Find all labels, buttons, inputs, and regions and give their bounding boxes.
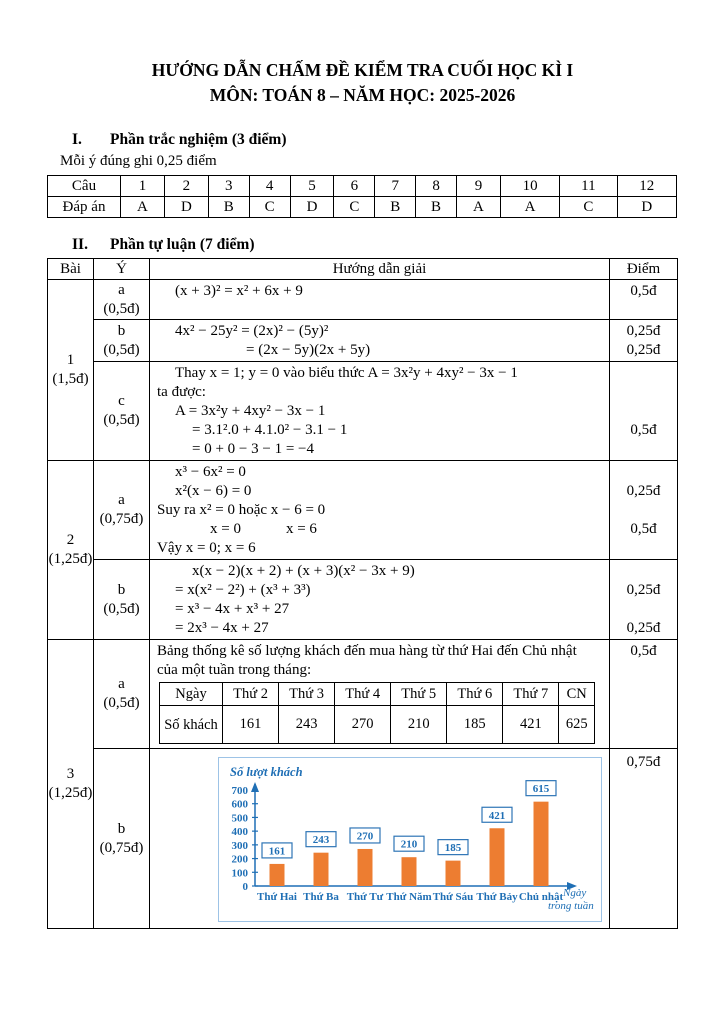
bar-value-label: 243 [312,834,330,847]
part-letter: a [118,492,125,508]
chart-bar [314,853,329,886]
table-row [48,749,678,929]
score: 0,5đ [630,422,657,438]
section1-title: Phần trắc nghiệm (3 điểm) [110,131,287,148]
table-row [48,280,678,320]
stats-table [159,682,595,744]
table-row [48,560,678,640]
stats-value-cell: 210 [391,706,447,744]
stats-header-cell: CN [559,683,595,706]
bar-chart [218,757,602,922]
mc-question: 6 [334,176,375,197]
problem-number-cell [48,640,94,929]
stats-intro-line: Bảng thống kê số lượng khách đến mua hàng từ thứ Hai đến Chủ nhật [157,643,577,659]
score-cell [610,749,678,929]
stats-header-cell: Thứ 3 [279,683,335,706]
score: 0,25đ [626,620,661,636]
y-tick-label: 600 [231,798,248,811]
mc-answer: B [375,197,416,218]
header-diem: Điểm [610,259,678,280]
part-letter: a [118,676,125,692]
mc-row-label-dapan: Đáp án [48,197,121,218]
solution-line: Thay x = 1; y = 0 vào biểu thức A = 3x²y + 4xy² − 3x − 1 [175,365,518,381]
x-category-label: Chủ nhật [518,891,564,903]
part-cell [94,280,150,320]
mc-answer-row [48,197,677,218]
solution-line: x(x − 2)(x + 2) + (x + 3)(x² − 3x + 9) [192,563,415,579]
part-score: (0,5đ) [103,341,140,358]
problem-number: 2 [66,532,75,548]
mc-question: 3 [208,176,249,197]
mc-answer: A [500,197,559,218]
solution-line: (x + 3)² = x² + 6x + 9 [175,283,303,299]
solution-cell [150,320,610,362]
mc-answer: A [121,197,165,218]
bar-value-label: 421 [488,809,506,822]
part-score: (0,75đ) [99,511,144,527]
part-cell [94,749,150,929]
solution-line: = (2x − 5y)(2x + 5y) [246,342,371,358]
part-cell [94,320,150,362]
y-tick-label: 400 [231,826,248,839]
score-cell [610,362,678,461]
mc-question: 11 [560,176,617,197]
stats-header-cell: Thứ 7 [503,683,559,706]
mc-question: 10 [500,176,559,197]
mc-row-label-cau: Câu [48,176,121,197]
header-bai: Bài [48,259,94,280]
stats-value-cell: 243 [279,706,335,744]
x-category-label: Thứ Tư [346,891,384,903]
table-row [48,640,678,749]
y-tick-label: 300 [231,839,248,852]
chart-bar [402,857,417,886]
chart-x-title: Ngày [563,887,587,899]
solution-table [47,258,678,929]
bar-chart-canvas [219,758,601,919]
solution-line: ta được: [157,384,206,400]
score: 0,5đ [630,643,657,659]
problem-number-cell [48,280,94,461]
mc-answer: D [164,197,208,218]
problem-total: (1,25đ) [48,551,93,567]
part-letter: b [117,322,126,339]
solution-header-row [48,259,678,280]
x-category-label: Thứ Sáu [432,891,474,903]
solution-line: Suy ra x² = 0 hoặc x − 6 = 0 [157,502,326,518]
solution-line: x = 0 x = 6 [210,521,317,537]
stats-value-cell: 421 [503,706,559,744]
solution-cell [150,560,610,640]
stats-value-cell: 185 [447,706,503,744]
chart-y-title: Số lượt khách [230,765,303,779]
part-cell [94,560,150,640]
bar-value-label: 185 [444,842,462,855]
mc-question: 4 [249,176,290,197]
x-category-label: Thứ Bảy [476,891,518,903]
chart-bar [490,828,505,886]
score: 0,25đ [626,483,661,499]
y-tick-label: 100 [231,867,248,880]
stats-row-label: Số khách [160,706,223,744]
chart-bar [270,864,285,886]
problem-total: (1,25đ) [48,785,93,801]
section1-heading [47,130,678,150]
score: 0,25đ [626,342,661,358]
stats-header-cell: Thứ 6 [447,683,503,706]
part-score: (0,5đ) [103,300,140,317]
problem-number: 3 [66,766,75,782]
part-score: (0,75đ) [99,839,144,856]
mc-answer: C [560,197,617,218]
page-subtitle: MÔN: TOÁN 8 – NĂM HỌC: 2025-2026 [209,85,516,105]
part-score: (0,5đ) [103,600,140,617]
stats-value-cell: 270 [335,706,391,744]
x-category-label: Thứ Năm [386,891,432,903]
part-cell [94,362,150,461]
mc-question: 5 [290,176,334,197]
problem-number-cell [48,461,94,640]
chart-bar [446,861,461,886]
solution-line: A = 3x²y + 4xy² − 3x − 1 [175,403,326,419]
mc-answer-table [47,175,677,218]
score: 0,5đ [630,283,657,299]
solution-cell [150,461,610,560]
solution-cell [150,280,610,320]
part-letter: b [117,820,126,837]
part-score: (0,5đ) [103,412,140,428]
score: 0,5đ [630,521,657,537]
page-title: HƯỚNG DẪN CHẤM ĐỀ KIỂM TRA CUỐI HỌC KÌ I [151,60,574,80]
problem-total: (1,5đ) [52,371,89,387]
mc-answer: D [290,197,334,218]
score: 0,25đ [626,582,661,598]
score-cell [610,320,678,362]
stats-header-day: Ngày [160,683,223,706]
stats-intro-line: của một tuần trong tháng: [157,662,312,678]
bar-value-label: 210 [400,838,418,851]
mc-question: 9 [456,176,500,197]
solution-cell [150,749,610,929]
table-row [48,362,678,461]
mc-question-row [48,176,677,197]
mc-answer: B [208,197,249,218]
mc-answer: B [416,197,457,218]
stats-value-cell: 161 [223,706,279,744]
solution-line: = x³ − 4x + x³ + 27 [175,601,290,617]
solution-cell [150,362,610,461]
y-tick-label: 700 [231,785,248,797]
mc-answer: C [249,197,290,218]
score-cell [610,640,678,749]
score-cell [610,461,678,560]
solution-line: x³ − 6x² = 0 [175,464,246,480]
mc-question: 1 [121,176,165,197]
table-row [48,320,678,362]
score: 0,75đ [626,754,661,770]
section2-heading [47,235,678,255]
score-cell [610,560,678,640]
stats-header-cell: Thứ 4 [335,683,391,706]
chart-bar [358,849,373,886]
mc-answer: D [617,197,676,218]
mc-question: 8 [416,176,457,197]
solution-line: 4x² − 25y² = (2x)² − (5y)² [175,323,329,339]
part-score: (0,5đ) [103,695,140,711]
section1-number: I. [72,131,82,148]
solution-line: x²(x − 6) = 0 [175,483,252,499]
header-y: Ý [94,259,150,280]
y-tick-label: 0 [242,881,248,893]
part-letter: c [118,393,125,409]
mc-answer: A [456,197,500,218]
y-tick-label: 500 [231,812,248,825]
solution-line: = x(x² − 2²) + (x³ + 3³) [175,582,311,598]
stats-header-cell: Thứ 2 [223,683,279,706]
score: 0,25đ [626,323,661,339]
mc-question: 12 [617,176,676,197]
mc-question: 2 [164,176,208,197]
part-letter: b [117,581,126,598]
stats-values-row [160,706,595,744]
part-cell [94,461,150,560]
solution-line: = 3.1².0 + 4.1.0² − 3.1 − 1 [192,422,348,438]
grading-note: Mỗi ý đúng ghi 0,25 điểm [60,153,217,169]
x-category-label: Thứ Hai [257,891,297,903]
section2-number: II. [72,236,88,253]
stats-header-cell: Thứ 5 [391,683,447,706]
solution-line: = 0 + 0 − 3 − 1 = −4 [192,441,315,457]
mc-question: 7 [375,176,416,197]
section2-title: Phần tự luận (7 điểm) [110,236,255,253]
table-row [48,461,678,560]
y-tick-label: 200 [231,853,248,866]
mc-answer: C [334,197,375,218]
chart-bar [534,802,549,886]
solution-cell [150,640,610,749]
problem-number: 1 [66,352,75,368]
stats-value-cell: 625 [559,706,595,744]
bar-value-label: 615 [532,783,550,796]
score-cell [610,280,678,320]
solution-line: = 2x³ − 4x + 27 [175,620,269,636]
bar-chart-svg [219,758,599,919]
y-axis-arrow-icon [251,782,259,792]
part-letter: a [118,281,125,298]
x-category-label: Thứ Ba [303,891,339,903]
header-guide: Hướng dẫn giải [150,259,610,280]
bar-value-label: 161 [268,845,286,858]
part-cell [94,640,150,749]
stats-header-row [160,683,595,706]
solution-line: Vậy x = 0; x = 6 [157,540,256,556]
chart-x-title: trong tuần [548,900,594,912]
bar-value-label: 270 [356,830,374,843]
